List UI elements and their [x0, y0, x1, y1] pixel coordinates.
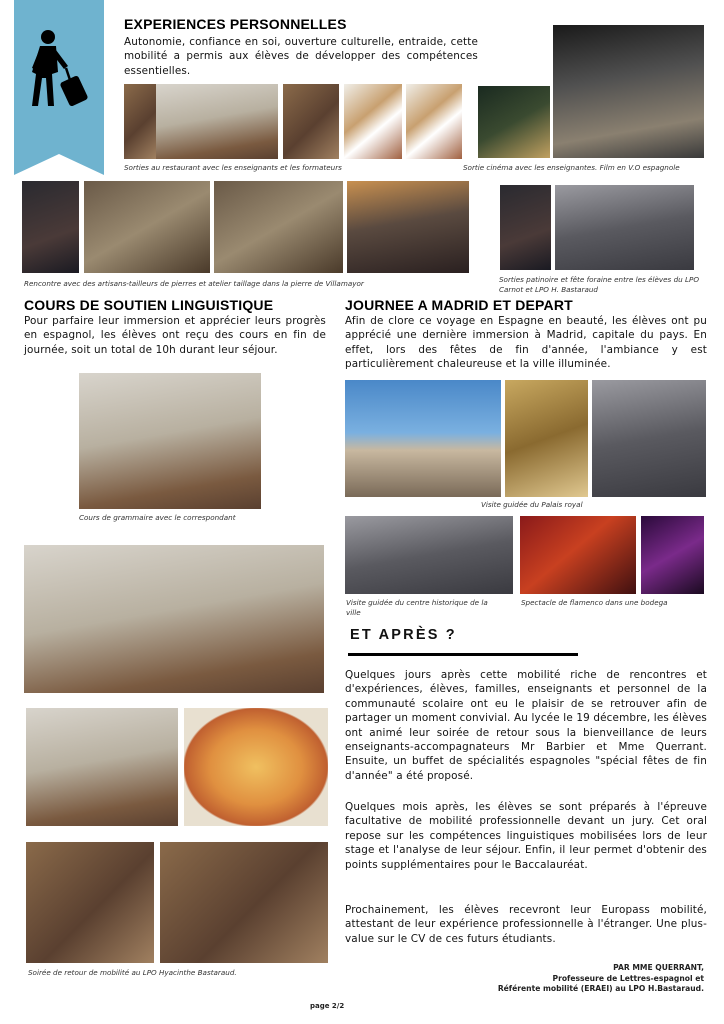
traveler-icon	[26, 28, 102, 112]
students-presenting-photo	[26, 708, 178, 826]
buffet-photo-2	[160, 842, 328, 963]
restaurant-photo-5	[406, 84, 462, 159]
signature-line-3: Référente mobilité (ERAEI) au LPO H.Bastaraud.	[497, 984, 704, 994]
section-body-madrid: Afin de clore ce voyage en Espagne en beauté, les élèves ont pu apprécié une dernière immersion à Madrid, capitale du pays. En effet, lors des fêtes de fin d'année, l'ambiance y est particulièrement chaleureuse et la ville illuminée.	[345, 315, 707, 371]
restaurant-photo-3	[283, 84, 339, 159]
buffet-photo-1	[26, 842, 154, 963]
section-body-apres-1: Quelques jours après cette mobilité riche de rencontres et d'expériences, élèves, familles, enseignants et personnel de la communauté scolaire ont eu le plaisir de se retrouver afin de partager un moment convivial. Au lycée le 19 décembre, les élèves ont animé leur soirée de retour sous la bienveillance de leurs enseignants-accompagnateurs Mr Barbier et Mme Querrant. Ensuite, un buffet de spécialités espagnoles "spécial fêtes de fin d'année" a été proposé.	[345, 669, 707, 782]
caption-palais: Visite guidée du Palais royal	[481, 500, 583, 509]
section-title-experiences: EXPERIENCES PERSONNELLES	[124, 16, 347, 32]
section-body-experiences: Autonomie, confiance en soi, ouverture culturelle, entraide, cette mobilité a permis aux élèves de développer des compétences essentielles.	[124, 36, 478, 77]
signature-block	[498, 963, 704, 995]
caption-cinema: Sortie cinéma avec les enseignantes. Film en V.O espagnole	[463, 163, 680, 172]
restaurant-photo-1	[124, 84, 156, 159]
caption-restaurant: Sorties au restaurant avec les enseignants et les formateurs	[124, 163, 342, 172]
restaurant-photo-4	[344, 84, 402, 159]
flamenco-photo-1	[520, 516, 636, 594]
caption-soiree: Soirée de retour de mobilité au LPO Hyacinthe Bastaraud.	[28, 968, 237, 977]
presentation-room-photo	[24, 545, 324, 693]
cinema-group-photo	[553, 25, 704, 158]
palace-group-photo	[592, 380, 706, 497]
page-number: page 2/2	[310, 1002, 345, 1010]
section-title-apres: ET APRÈS ?	[350, 627, 457, 643]
title-underline	[348, 653, 578, 656]
caption-grammaire: Cours de grammaire avec le correspondant	[79, 513, 236, 522]
historic-centre-photo	[345, 516, 513, 594]
artisan-photo-3	[214, 181, 343, 273]
artisan-photo-2	[84, 181, 210, 273]
film-poster-photo	[478, 86, 550, 158]
section-body-apres-3: Prochainement, les élèves recevront leur Europass mobilité, attestant de leur expérience professionnelle à l'étranger. Une plus-value sur le CV de ces futurs étudiants.	[345, 904, 707, 945]
caption-patinoire: Sorties patinoire et fête foraine entre les élèves du LPO Carnot et LPO H. Bastaraud	[499, 275, 699, 294]
section-body-apres-2: Quelques mois après, les élèves se sont préparés à l'épreuve facultative de mobilité professionnelle devant un jury. Cet oral repose sur les compétences linguistiques mobilisées lors de leur stage et l'analyse de leur séjour. Enfin, il leur permet d'obtenir des points supplémentaires pour le Baccalauréat.	[345, 801, 707, 871]
palace-interior-photo	[505, 380, 588, 497]
caption-flamenco: Spectacle de flamenco dans une bodega	[521, 598, 668, 607]
section-body-cours: Pour parfaire leur immersion et apprécier leurs progrès en espagnol, les élèves ont reçu des cours en fin de journée, soit un total de 10h durant leur séjour.	[24, 315, 326, 356]
fair-photo	[500, 185, 551, 270]
artisan-photo-4	[347, 181, 469, 273]
pizza-photo	[184, 708, 328, 826]
caption-centre: Visite guidée du centre historique de la ville	[346, 598, 488, 617]
ice-rink-photo	[555, 185, 694, 270]
restaurant-photo-2	[156, 84, 278, 159]
palace-exterior-photo	[345, 380, 501, 497]
artisan-photo-1	[22, 181, 79, 273]
flamenco-photo-2	[641, 516, 704, 594]
section-title-madrid: JOURNEE A MADRID ET DEPART	[345, 297, 573, 313]
signature-line-2: Professeure de Lettres-espagnol et	[552, 973, 704, 983]
section-title-cours: COURS DE SOUTIEN LINGUISTIQUE	[24, 297, 274, 313]
signature-line-1: PAR MME QUERRANT,	[613, 963, 704, 972]
caption-artisans: Rencontre avec des artisans-tailleurs de pierres et atelier taillage dans la pierre de Villamayor	[24, 279, 364, 288]
grammar-class-photo	[79, 373, 261, 509]
